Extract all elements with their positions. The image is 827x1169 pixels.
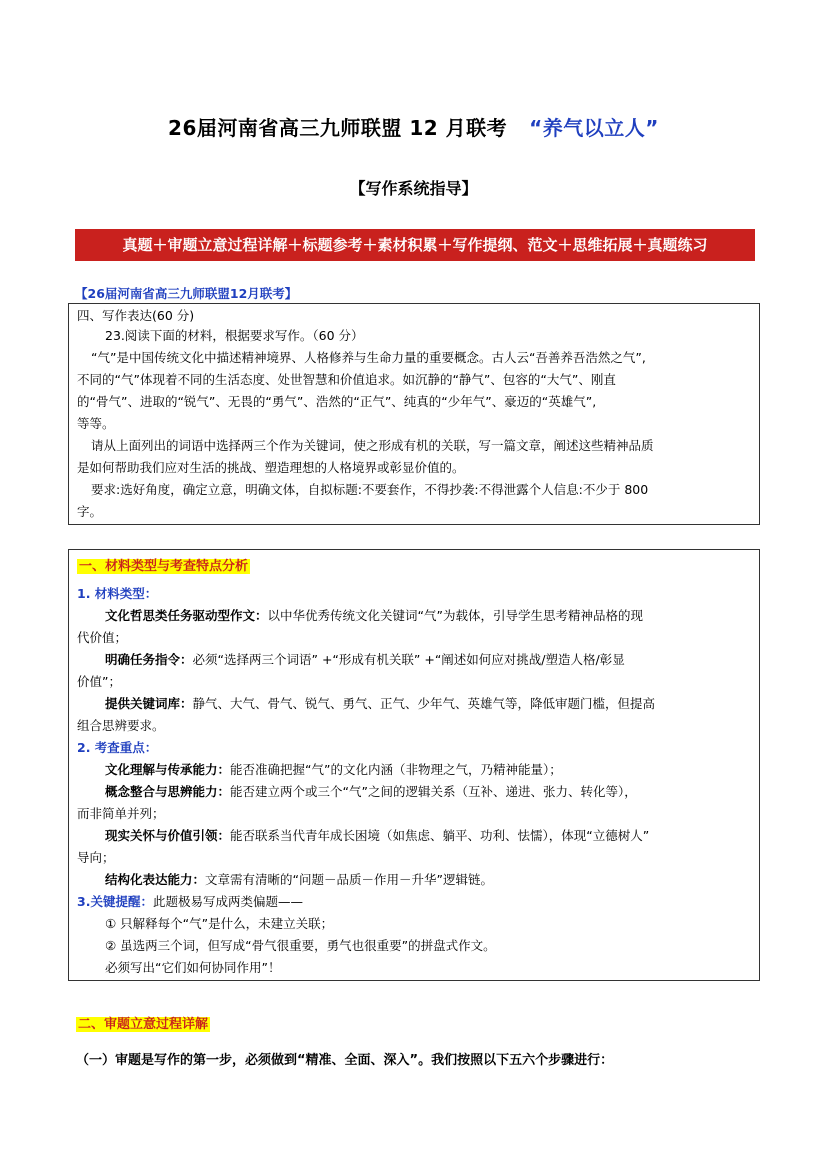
warning-item: 必须写出“它们如何协同作用”！ [105, 960, 281, 975]
section2-heading-wrap [76, 1013, 210, 1032]
exam-source: 【26届河南省高三九师联盟12月联考】 [75, 286, 298, 301]
analysis-point-cont: 导向； [77, 850, 115, 865]
section2-step: （一）审题是写作的第一步，必须做到“精准、全面、深入”。我们按照以下五六个步骤进行： [76, 1053, 614, 1068]
analysis-point: 提供关键词库：静气、大气、骨气、锐气、勇气、正气、少年气、英雄气等，降低审题门槛，但提高 [105, 696, 656, 711]
analysis-point: 结构化表达能力：文章需有清晰的“问题－品质－作用－升华”逻辑链。 [105, 872, 493, 887]
analysis-point: 概念整合与思辨能力：能否建立两个或三个“气”之间的逻辑关系（互补、递进、张力、转化等）， [105, 784, 637, 799]
warning-item: ① 只解释每个“气”是什么，未建立关联； [105, 916, 334, 931]
analysis-point-cont: 价值”； [77, 674, 121, 689]
analysis-heading: 一、材料类型与考查特点分析 [79, 559, 249, 574]
analysis-warning-line: 3.关键提醒：此题极易写成两类偏题—— [77, 894, 303, 909]
question-prompt: 23.阅读下面的材料，根据要求写作。（60 分） [105, 328, 364, 343]
analysis-point-cont: 组合思辨要求。 [77, 718, 165, 733]
analysis-point-cont: 而非简单并列； [77, 806, 165, 821]
question-box [68, 303, 760, 525]
question-section: 四、写作表达(60 分) [77, 308, 195, 323]
analysis-point-cont: 代价值； [77, 630, 128, 645]
requirement-line: 字。 [77, 504, 103, 519]
title-quote: “养气以立人” [529, 116, 659, 140]
section2-heading: 二、审题立意过程详解 [78, 1017, 209, 1032]
title-main: 26届河南省高三九师联盟 12 月联考 [168, 116, 508, 140]
analysis-point: 现实关怀与价值引领：能否联系当代青年成长困境（如焦虑、躺平、功利、怯懦），体现“立德树人” [105, 828, 650, 843]
material-line: 等等。 [77, 416, 115, 431]
task-line: 请从上面列出的词语中选择两三个作为关键词，使之形成有机的关联，写一篇文章，阐述这些精神品质 [91, 438, 654, 453]
material-line: 的“骨气”、进取的“锐气”、无畏的“勇气”、浩然的“正气”、纯真的“少年气”、豪迈的“英雄气”, [77, 394, 597, 409]
analysis-point: 明确任务指令：必须“选择两三个词语” +“形成有机关联” +“阐述如何应对挑战/塑造人格/彰显 [105, 652, 625, 667]
task-line: 是如何帮助我们应对生活的挑战、塑造理想的人格境界或彰显价值的。 [77, 460, 465, 475]
analysis-point: 文化哲思类任务驱动型作文：以中华优秀传统文化关键词“气”为载体，引导学生思考精神品格的现 [105, 608, 643, 623]
analysis-subheading: 2. 考查重点： [77, 740, 158, 755]
analysis-point: 文化理解与传承能力：能否准确把握“气”的文化内涵（非物理之气，乃精神能量）； [105, 762, 562, 777]
material-line: “气”是中国传统文化中描述精神境界、人格修养与生命力量的重要概念。古人云“吾善养吾浩然之气”, [91, 350, 646, 365]
requirement-line: 要求:选好角度，确定立意，明确文体，自拟标题:不要套作，不得抄袭:不得泄露个人信息:不少于 800 [91, 482, 649, 497]
page-subtitle: 【写作系统指导】 [349, 179, 478, 198]
material-line: 不同的“气”体现着不同的生活态度、处世智慧和价值追求。如沉静的“静气”、包容的“大气”、刚直 [77, 372, 616, 387]
analysis-box [68, 549, 760, 981]
analysis-subheading: 1. 材料类型： [77, 586, 158, 601]
warning-item: ② 虽选两三个词，但写成“骨气很重要，勇气也很重要”的拼盘式作文。 [105, 938, 496, 953]
page-title [0, 112, 827, 141]
guide-banner: 真题＋审题立意过程详解＋标题参考＋素材积累＋写作提纲、范文＋思维拓展＋真题练习 [75, 229, 755, 261]
